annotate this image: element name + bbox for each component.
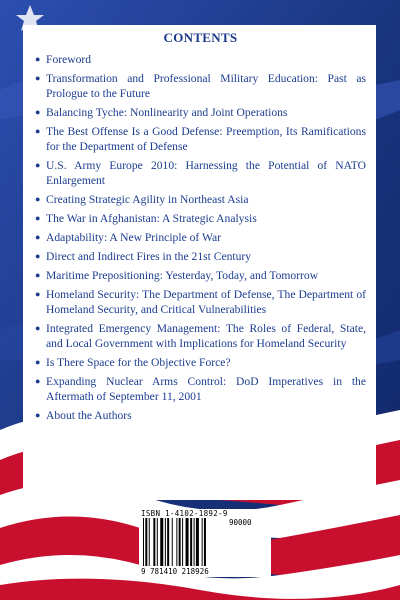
barcode-bar <box>190 518 192 566</box>
barcode-bar <box>167 518 169 566</box>
contents-item-label: About the Authors <box>46 409 132 422</box>
bullet-icon: ● <box>35 376 41 386</box>
barcode-addon-number: 90000 <box>229 518 252 527</box>
contents-item-label: The War in Afghanistan: A Strategic Analysis <box>46 212 257 225</box>
barcode-bars <box>143 518 229 566</box>
barcode-bar <box>172 518 173 566</box>
barcode-bar <box>176 518 177 566</box>
barcode-bar <box>153 518 155 566</box>
bullet-icon: ● <box>35 410 41 420</box>
barcode-bar <box>157 518 158 566</box>
barcode-bar <box>179 518 181 566</box>
contents-item-label: Balancing Tyche: Nonlinearity and Joint Operations <box>46 106 288 119</box>
contents-item <box>35 287 366 317</box>
bullet-icon: ● <box>35 213 41 223</box>
barcode-bar <box>186 518 189 566</box>
barcode-bar <box>160 518 163 566</box>
contents-item <box>35 211 366 226</box>
barcode-bar <box>145 518 147 566</box>
contents-item-label: Is There Space for the Objective Force? <box>46 356 231 369</box>
bullet-icon: ● <box>35 54 41 64</box>
bullet-icon: ● <box>35 323 41 333</box>
barcode-bar <box>165 518 166 566</box>
contents-item-label: Adaptability: A New Principle of War <box>46 231 221 244</box>
barcode <box>139 509 271 577</box>
contents-item-label: Integrated Emergency Management: The Roles of Federal, State, and Local Government with Implications for Homeland Security <box>46 322 366 350</box>
contents-item <box>35 71 366 101</box>
contents-item-label: Maritime Prepositioning: Yesterday, Today, and Tomorrow <box>46 269 319 282</box>
contents-item <box>35 52 366 67</box>
contents-list <box>35 52 366 423</box>
contents-item-label: Direct and Indirect Fires in the 21st Century <box>46 250 252 263</box>
contents-item <box>35 268 366 283</box>
contents-item <box>35 158 366 188</box>
contents-item <box>35 374 366 404</box>
barcode-bar <box>194 518 195 566</box>
bullet-icon: ● <box>35 270 41 280</box>
bullet-icon: ● <box>35 357 41 367</box>
bullet-icon: ● <box>35 160 41 170</box>
bullet-icon: ● <box>35 73 41 83</box>
contents-item-label: Foreword <box>46 53 92 66</box>
bullet-icon: ● <box>35 251 41 261</box>
contents-item-label: Homeland Security: The Department of Defense, The Department of Homeland Security, and Critical Vulnerabilities <box>46 288 366 316</box>
bullet-icon: ● <box>35 232 41 242</box>
barcode-bar <box>204 518 206 566</box>
contents-item <box>35 321 366 351</box>
ean-number: 9 781410 218926 <box>141 567 209 576</box>
barcode-bar <box>202 518 203 566</box>
contents-heading: CONTENTS <box>163 30 238 45</box>
contents-item-label: Creating Strategic Agility in Northeast Asia <box>46 193 249 206</box>
contents-item <box>35 249 366 264</box>
contents-item <box>35 408 366 423</box>
contents-item <box>35 355 366 370</box>
barcode-bar <box>149 518 150 566</box>
barcode-bar <box>143 518 144 566</box>
contents-item <box>35 230 366 245</box>
contents-panel <box>23 25 376 500</box>
contents-item <box>35 124 366 154</box>
contents-item-label: U.S. Army Europe 2010: Harnessing the Potential of NATO Enlargement <box>46 159 366 187</box>
barcode-bar <box>196 518 199 566</box>
contents-item <box>35 105 366 120</box>
contents-item-label: The Best Offense Is a Good Defense: Preemption, Its Ramifications for the Department of Defense <box>46 125 366 153</box>
bullet-icon: ● <box>35 107 41 117</box>
contents-item-label: Transformation and Professional Military Education: Past as Prologue to the Future <box>46 72 366 100</box>
bullet-icon: ● <box>35 289 41 299</box>
barcode-bar <box>182 518 183 566</box>
contents-item-label: Expanding Nuclear Arms Control: DoD Imperatives in the Aftermath of September 11, 2001 <box>46 375 366 403</box>
contents-item <box>35 192 366 207</box>
bullet-icon: ● <box>35 126 41 136</box>
bullet-icon: ● <box>35 194 41 204</box>
isbn-label: ISBN 1-4102-1892-9 <box>141 509 228 518</box>
